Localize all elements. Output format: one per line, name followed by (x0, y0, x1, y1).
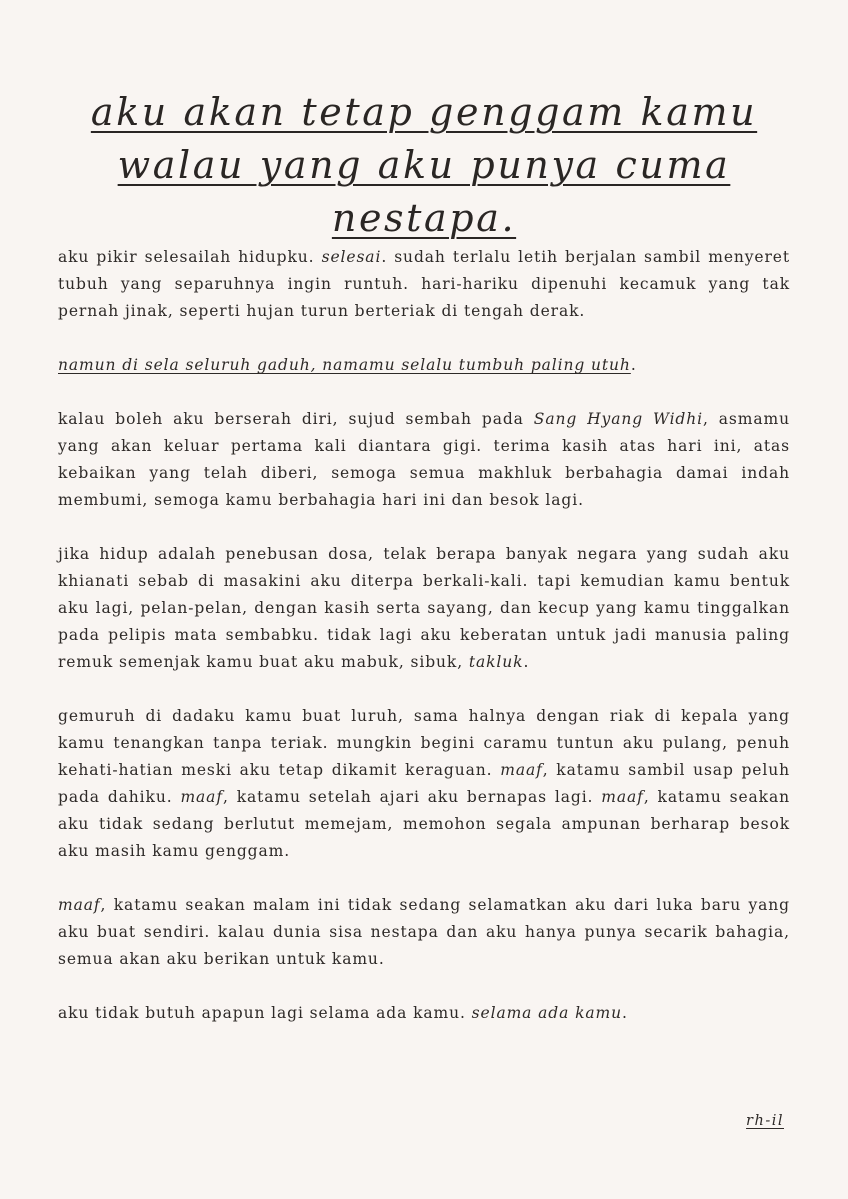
paragraph-5-text-a: gemuruh di dadaku kamu buat luruh, sama halnya dengan riak di kepala yang kamu tenangkan tanpa teriak. mungkin begini caramu tuntun aku pulang, penuh kehati-hatian meski aku tetap dikamit keraguan. (58, 707, 790, 779)
paragraph-7-emphasis: selama ada kamu (471, 1004, 622, 1022)
paragraph-4-text-c: . (523, 653, 530, 671)
paragraph-7 (58, 1000, 790, 1027)
author-signature: rh-il (746, 1113, 784, 1129)
paragraph-4-text-a: jika hidup adalah penebusan dosa, telak berapa banyak negara yang sudah aku khianati sebab di masakini aku diterpa berkali-kali. tapi kemudian kamu bentuk aku lagi, pelan-pelan, dengan kasih serta sayang, dan kecup yang kamu tinggalkan pada pelipis mata sembabku. tidak lagi aku keberatan untuk jadi manusia paling remuk semenjak kamu buat aku mabuk, sibuk, (58, 545, 790, 671)
paragraph-1 (58, 244, 790, 325)
paragraph-3-text-a: kalau boleh aku berserah diri, sujud sembah pada (58, 410, 524, 428)
paragraph-5-emphasis-2: maaf (180, 788, 223, 806)
paragraph-2-underlined: namun di sela seluruh gaduh, namamu selalu tumbuh paling utuh (58, 356, 631, 374)
paragraph-5-text-g: , katamu seakan aku tidak sedang berlutut memejam, memohon segala ampunan berharap besok aku masih kamu genggam. (58, 788, 790, 860)
paragraph-6 (58, 892, 790, 973)
paragraph-7-period: . (622, 1004, 628, 1022)
paragraph-5-text-c: , katamu sambil usap peluh pada dahiku. (58, 761, 791, 806)
paragraph-4-emphasis: takluk (468, 653, 524, 671)
paragraph-3 (58, 406, 790, 514)
paragraph-5-emphasis-3: maaf (601, 788, 644, 806)
title-line-2: walau yang aku punya cuma (117, 143, 731, 187)
poem-title (60, 86, 788, 245)
paragraph-3-text-c: , asmamu yang akan keluar pertama kali diantara gigi. terima kasih atas hari ini, atas kebaikan yang telah diberi, semoga semua makhluk berbahagia damai indah membumi, semoga kamu berbahagia hari ini dan besok lagi. (58, 410, 791, 509)
paragraph-1-text-a: aku pikir selesailah hidupku. (58, 248, 315, 266)
paragraph-5-text-e: , katamu setelah ajari aku bernapas lagi. (222, 788, 594, 806)
paragraph-3-emphasis: Sang Hyang Widhi (533, 410, 703, 428)
paragraph-5-emphasis-1: maaf (500, 761, 543, 779)
paragraph-1-text-c: . sudah terlalu letih berjalan sambil menyeret tubuh yang separuhnya ingin runtuh. hari-hariku dipenuhi kecamuk yang tak pernah jinak, seperti hujan turun berteriak di tengah derak. (58, 248, 791, 320)
poem-body (58, 244, 790, 1027)
paragraph-2 (58, 352, 790, 379)
title-line-3: nestapa. (331, 196, 517, 240)
paragraph-6-emphasis: maaf (58, 896, 101, 914)
paragraph-2-period: . (630, 356, 637, 374)
paragraph-5 (58, 703, 790, 865)
title-line-1: aku akan tetap genggam kamu (90, 90, 758, 134)
paragraph-7-text-a: aku tidak butuh apapun lagi selama ada kamu. (58, 1004, 466, 1022)
paragraph-6-text-b: , katamu seakan malam ini tidak sedang selamatkan aku dari luka baru yang aku buat sendiri. kalau dunia sisa nestapa dan aku hanya punya secarik bahagia, semua akan aku berikan untuk kamu. (58, 896, 790, 968)
paragraph-4 (58, 541, 790, 676)
paragraph-1-emphasis: selesai (321, 248, 382, 266)
